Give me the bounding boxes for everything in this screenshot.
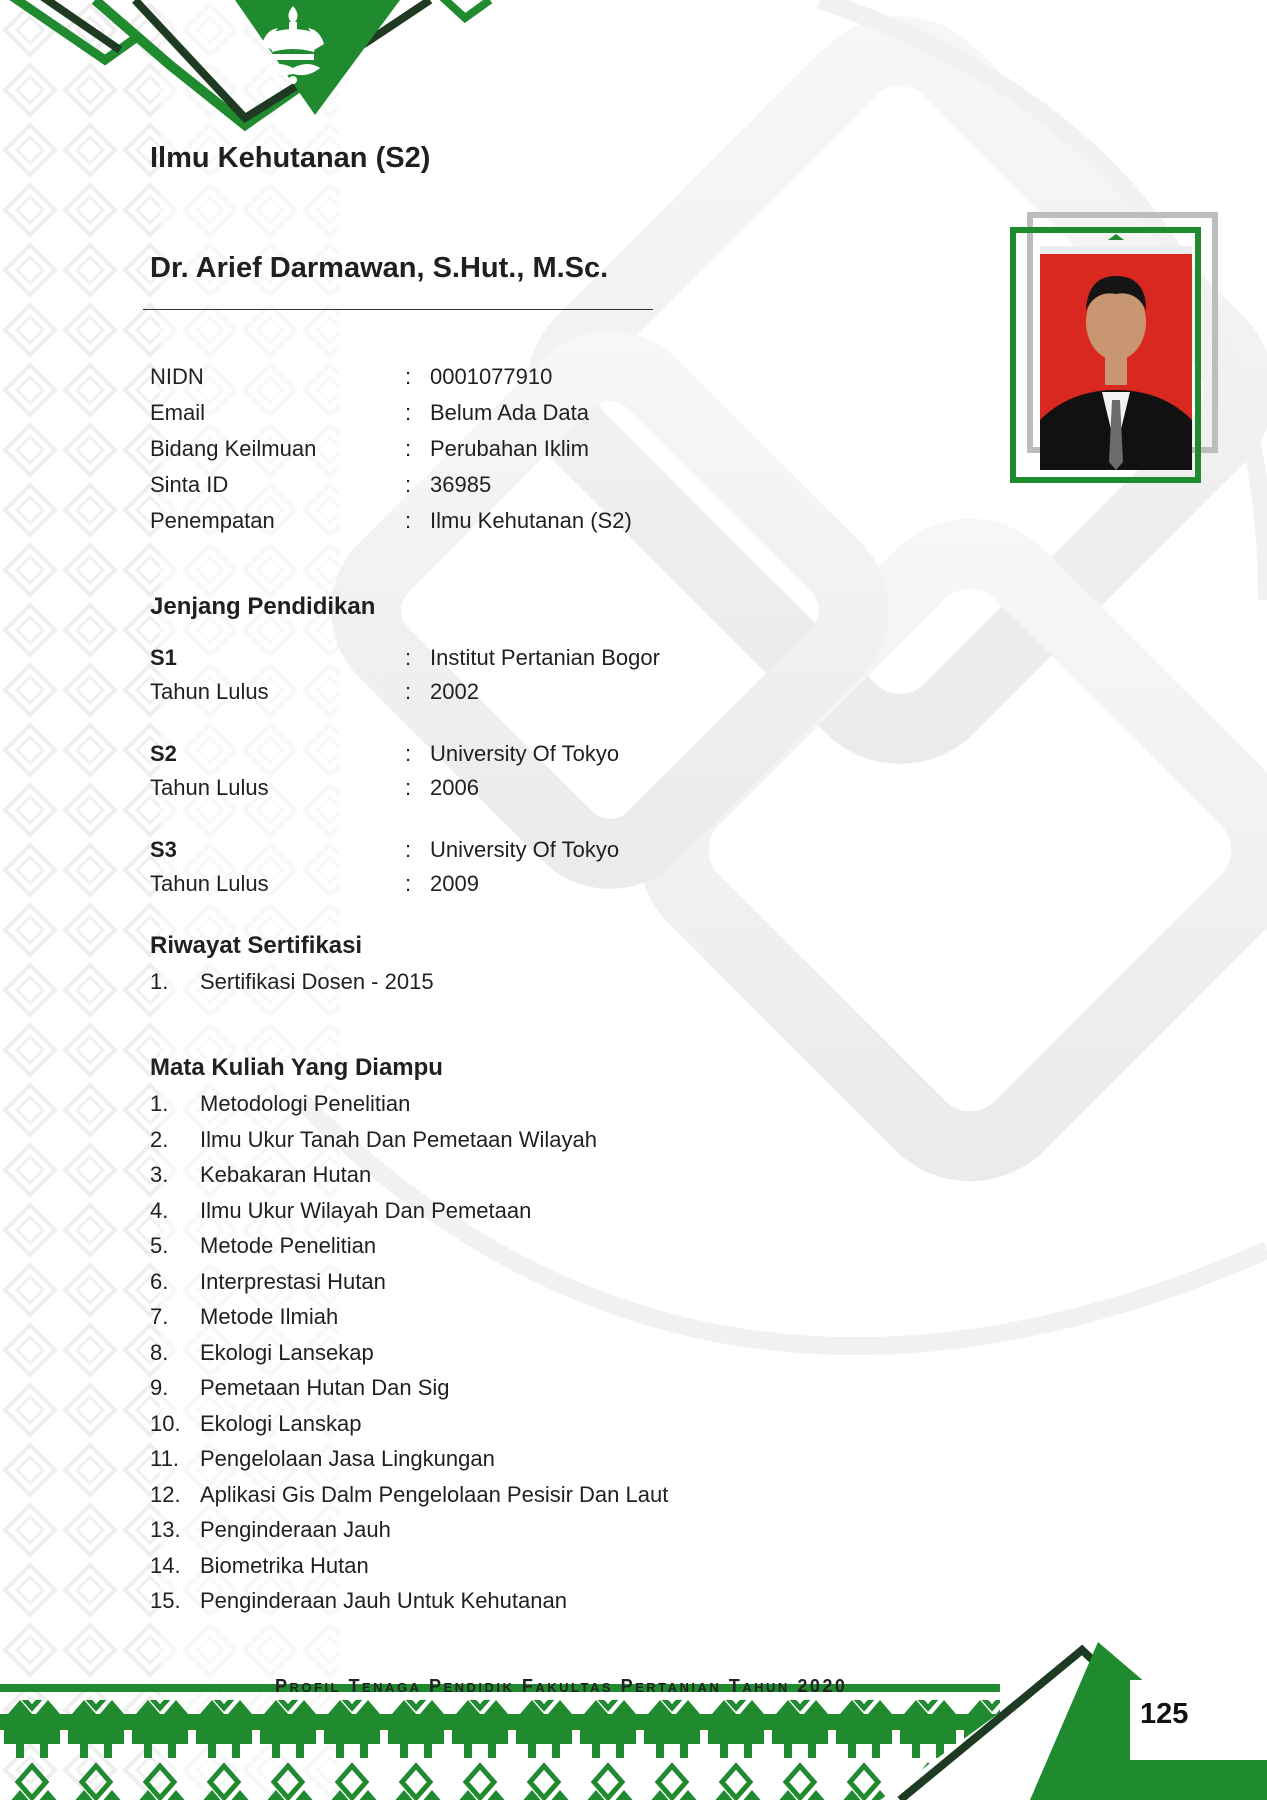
info-label: Email (150, 400, 206, 425)
education-level-row: S3 : University Of Tokyo (150, 835, 770, 865)
course-item: 4. Ilmu Ukur Wilayah Dan Pemetaan (150, 1198, 532, 1223)
education-institution: University Of Tokyo (430, 837, 620, 862)
education-level: S3 (150, 837, 177, 862)
info-row-sinta: Sinta ID : 36985 (150, 470, 770, 500)
info-row-penempatan: Penempatan : Ilmu Kehutanan (S2) (150, 506, 770, 536)
info-row-nidn: NIDN : 0001077910 (150, 362, 770, 392)
certification-heading: Riwayat Sertifikasi (150, 932, 363, 959)
education-level: S2 (150, 741, 177, 766)
course-item: 14. Biometrika Hutan (150, 1553, 369, 1578)
course-item: 13. Penginderaan Jauh (150, 1517, 391, 1542)
graduation-year: 2009 (430, 871, 479, 896)
year-label: Tahun Lulus (150, 775, 269, 800)
info-label: Bidang Keilmuan (150, 436, 317, 461)
info-label: NIDN (150, 364, 204, 389)
course-item: 5. Metode Penelitian (150, 1233, 377, 1258)
certification-item: 1. Sertifikasi Dosen - 2015 (150, 969, 434, 994)
course-item: 1. Metodologi Penelitian (150, 1091, 411, 1116)
education-heading: Jenjang Pendidikan (150, 593, 376, 620)
info-label: Penempatan (150, 508, 275, 533)
courses-heading: Mata Kuliah Yang Diampu (150, 1054, 443, 1081)
graduation-year: 2002 (430, 679, 479, 704)
education-institution: University Of Tokyo (430, 741, 620, 766)
education-level-row: S1 : Institut Pertanian Bogor (150, 643, 770, 673)
course-item: 9. Pemetaan Hutan Dan Sig (150, 1375, 450, 1400)
education-year-row: Tahun Lulus : 2006 (150, 773, 770, 803)
year-label: Tahun Lulus (150, 871, 269, 896)
course-item: 2. Ilmu Ukur Tanah Dan Pemetaan Wilayah (150, 1127, 598, 1152)
education-institution: Institut Pertanian Bogor (430, 645, 660, 670)
page-title: Ilmu Kehutanan (S2) (150, 142, 431, 174)
course-item: 11. Pengelolaan Jasa Lingkungan (150, 1446, 495, 1471)
info-value: 0001077910 (430, 364, 553, 389)
info-value: Perubahan Iklim (430, 436, 589, 461)
education-level: S1 (150, 645, 177, 670)
info-row-bidang: Bidang Keilmuan : Perubahan Iklim (150, 434, 770, 464)
info-value: Ilmu Kehutanan (S2) (430, 508, 632, 533)
name-divider (143, 309, 653, 310)
year-label: Tahun Lulus (150, 679, 269, 704)
info-value: 36985 (430, 472, 492, 497)
course-item: 3. Kebakaran Hutan (150, 1162, 372, 1187)
course-item: 6. Interprestasi Hutan (150, 1269, 386, 1294)
footer-caption: Profil Tenaga Pendidik Fakultas Pertanian Tahun 2020 (275, 1676, 848, 1696)
course-item: 12. Aplikasi Gis Dalm Pengelolaan Pesisir Dan Laut (150, 1482, 669, 1507)
course-item: 7. Metode Ilmiah (150, 1304, 339, 1329)
page-number: 125 (1140, 1698, 1189, 1730)
info-row-email: Email : Belum Ada Data (150, 398, 770, 428)
university-crest-icon (258, 4, 328, 86)
footer-ornament (0, 1640, 1267, 1800)
graduation-year: 2006 (430, 775, 479, 800)
education-year-row: Tahun Lulus : 2009 (150, 869, 770, 899)
course-item: 15. Penginderaan Jauh Untuk Kehutanan (150, 1588, 567, 1613)
info-label: Sinta ID (150, 472, 229, 497)
lecturer-photo (1010, 210, 1220, 485)
info-value: Belum Ada Data (430, 400, 589, 425)
course-item: 10. Ekologi Lanskap (150, 1411, 362, 1436)
education-year-row: Tahun Lulus : 2002 (150, 677, 770, 707)
lecturer-name: Dr. Arief Darmawan, S.Hut., M.Sc. (150, 252, 609, 284)
education-level-row: S2 : University Of Tokyo (150, 739, 770, 769)
course-item: 8. Ekologi Lansekap (150, 1340, 374, 1365)
